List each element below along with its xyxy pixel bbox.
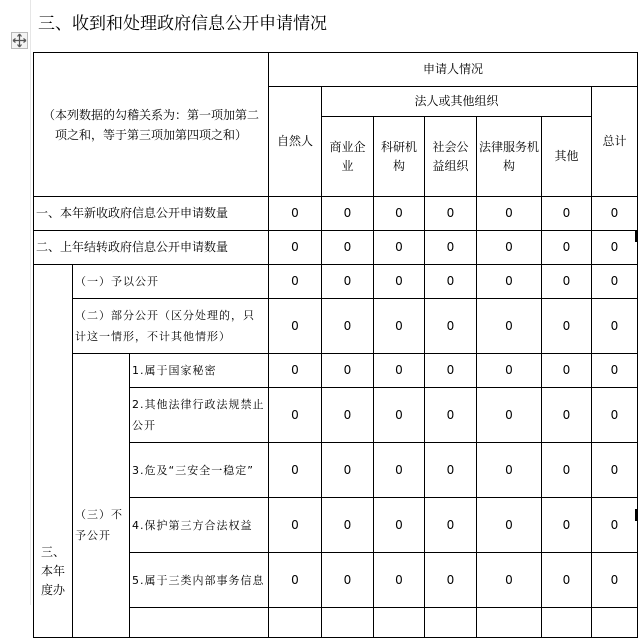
- cell-value: 0: [592, 443, 638, 498]
- table-row: [34, 299, 638, 354]
- cell-value: 0: [477, 265, 542, 299]
- cell-value: 0: [269, 443, 322, 498]
- table-row: [34, 231, 638, 265]
- cell-value: 0: [425, 265, 477, 299]
- table-cell: [477, 608, 542, 638]
- cell-value: 0: [269, 299, 322, 354]
- cell-value: 0: [322, 498, 374, 553]
- cell-value: 0: [542, 388, 592, 443]
- cell-value: 0: [374, 388, 425, 443]
- cell-value: 0: [592, 498, 638, 553]
- cell-value: 0: [269, 388, 322, 443]
- cell-value: 0: [322, 299, 374, 354]
- cell-value: 0: [477, 231, 542, 265]
- total-header: 总计: [592, 87, 638, 197]
- cell-value: 0: [592, 265, 638, 299]
- row-label: 5.属于三类内部事务信息: [130, 553, 269, 608]
- col-header-other: 其他: [542, 117, 592, 197]
- cell-value: 0: [322, 443, 374, 498]
- cell-value: 0: [477, 553, 542, 608]
- cell-value: 0: [425, 498, 477, 553]
- cell-value: 0: [542, 197, 592, 231]
- cell-value: 0: [322, 354, 374, 388]
- cell-value: 0: [269, 354, 322, 388]
- row-label: 2.其他法律行政法规禁止公开: [130, 388, 269, 443]
- cell-value: 0: [477, 197, 542, 231]
- col-header-welfare: 社会公益组织: [425, 117, 477, 197]
- cell-value: 0: [374, 197, 425, 231]
- cell-value: 0: [477, 354, 542, 388]
- cell-value: 0: [477, 443, 542, 498]
- row-label: 3.危及“三安全一稳定”: [130, 443, 269, 498]
- row-label: 1.属于国家秘密: [130, 354, 269, 388]
- cell-value: 0: [592, 354, 638, 388]
- cell-value: 0: [374, 299, 425, 354]
- cell-value: 0: [542, 443, 592, 498]
- row-label: （一）予以公开: [73, 265, 269, 299]
- cell-value: 0: [322, 197, 374, 231]
- cell-value: 0: [592, 231, 638, 265]
- cell-value: 0: [374, 498, 425, 553]
- table-cell: [592, 608, 638, 638]
- cell-value: 0: [269, 265, 322, 299]
- cell-value: 0: [477, 498, 542, 553]
- cell-value: 0: [592, 299, 638, 354]
- table-cell: [374, 608, 425, 638]
- cell-value: 0: [374, 265, 425, 299]
- cell-value: 0: [542, 498, 592, 553]
- cell-value: 0: [542, 265, 592, 299]
- table-cell: [130, 608, 269, 638]
- section3-label: 三、本年度办: [34, 265, 73, 638]
- row-label: 4.保护第三方合法权益: [130, 498, 269, 553]
- cell-value: 0: [477, 388, 542, 443]
- cell-value: 0: [425, 299, 477, 354]
- cell-value: 0: [592, 197, 638, 231]
- col-header-research: 科研机构: [374, 117, 425, 197]
- cell-value: 0: [592, 388, 638, 443]
- natural-person-header: 自然人: [269, 87, 322, 197]
- cell-value: 0: [542, 553, 592, 608]
- table-row: [34, 265, 638, 299]
- row-label: 二、上年结转政府信息公开申请数量: [34, 231, 269, 265]
- table-move-handle-icon[interactable]: [11, 32, 28, 49]
- row-label: 一、本年新收政府信息公开申请数量: [34, 197, 269, 231]
- cell-value: 0: [425, 354, 477, 388]
- cell-value: 0: [542, 231, 592, 265]
- cell-value: 0: [374, 231, 425, 265]
- applicant-header: 申请人情况: [269, 53, 638, 87]
- cell-value: 0: [269, 498, 322, 553]
- cell-value: 0: [322, 231, 374, 265]
- cell-value: 0: [425, 443, 477, 498]
- deny-label: （三）不予公开: [73, 354, 130, 638]
- disclosure-table: [33, 52, 638, 638]
- cell-value: 0: [322, 388, 374, 443]
- cell-value: 0: [542, 354, 592, 388]
- cell-value: 0: [374, 354, 425, 388]
- table-row: [34, 354, 638, 388]
- col-header-legal: 法律服务机构: [477, 117, 542, 197]
- cell-value: 0: [477, 299, 542, 354]
- cell-value: 0: [425, 197, 477, 231]
- cell-value: 0: [269, 231, 322, 265]
- page-margin-line: [30, 0, 31, 605]
- table-cell: [425, 608, 477, 638]
- table-row: [34, 197, 638, 231]
- cell-value: 0: [374, 553, 425, 608]
- cell-value: 0: [542, 299, 592, 354]
- table-cell: [542, 608, 592, 638]
- cell-value: 0: [425, 388, 477, 443]
- row-label: （二）部分公开（区分处理的，只计这一情形，不计其他情形）: [73, 299, 269, 354]
- section-title: 三、收到和处理政府信息公开申请情况: [38, 14, 327, 34]
- cell-value: 0: [322, 265, 374, 299]
- cell-value: 0: [322, 553, 374, 608]
- table-cell: [322, 608, 374, 638]
- cell-value: 0: [269, 553, 322, 608]
- cell-value: 0: [425, 553, 477, 608]
- table-cell: [269, 608, 322, 638]
- cell-value: 0: [425, 231, 477, 265]
- legal-group-header: 法人或其他组织: [322, 87, 592, 117]
- cell-value: 0: [269, 197, 322, 231]
- cell-value: 0: [374, 443, 425, 498]
- cell-value: 0: [592, 553, 638, 608]
- table-note: （本列数据的勾稽关系为：第一项加第二项之和，等于第三项加第四项之和）: [34, 53, 269, 197]
- col-header-business: 商业企业: [322, 117, 374, 197]
